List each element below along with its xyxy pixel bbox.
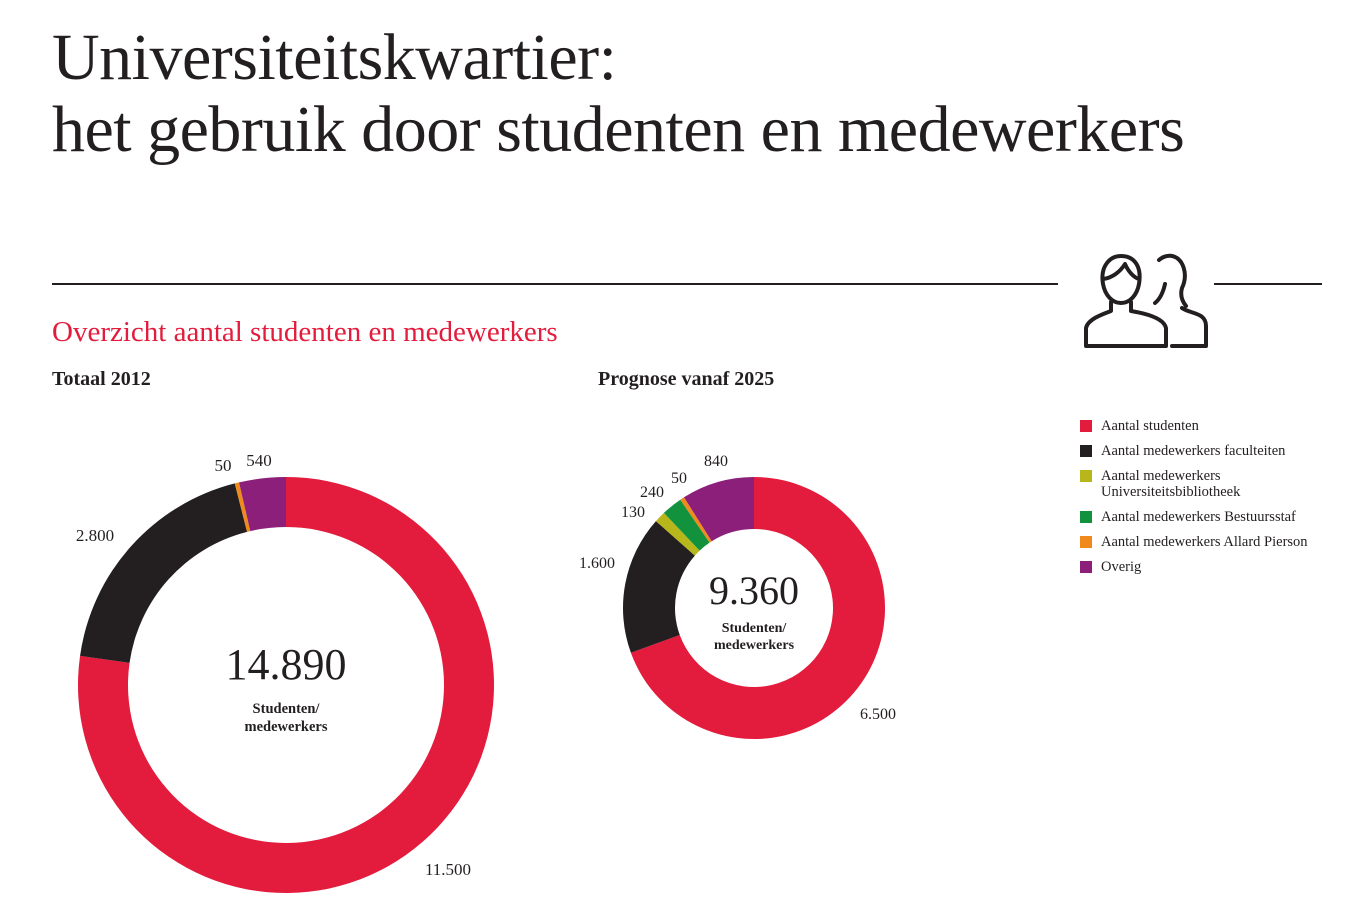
donut-center-label: Studenten/ medewerkers [244,701,328,735]
legend-item [1080,559,1350,575]
slice-value-label: 2.800 [75,526,115,545]
slice-value-label: 11.500 [424,860,472,879]
slice-value-label: 130 [621,504,645,521]
slice-value-label: 50 [671,470,687,487]
legend-item [1080,418,1350,434]
slice-value-label: 840 [704,453,728,470]
slice-value-label: 50 [214,456,232,475]
legend-swatch [1080,470,1092,482]
slice-value-label: 540 [246,451,272,470]
donut-center-value: 14.890 [225,640,347,689]
page-title-line-1: Universiteitskwartier: [52,21,617,94]
legend-swatch [1080,561,1092,573]
legend-label: Aantal medewerkers faculteiten [1101,443,1286,459]
legend-swatch [1080,445,1092,457]
legend-label: Overig [1101,559,1142,575]
legend-swatch [1080,511,1092,523]
page-title-line-2: het gebruik door studenten en medewerkers [52,93,1185,166]
legend-item [1080,534,1350,550]
legend-item [1080,509,1350,525]
legend-label: Aantal medewerkers Allard Pierson [1101,534,1308,550]
donut-slice [80,483,247,662]
legend-item [1080,468,1350,500]
chart-title-2012: Totaal 2012 [52,368,151,390]
chart-section-title: Overzicht aantal studenten en medewerkers [52,316,558,348]
donut-center-label: Studenten/ medewerkers [713,621,795,653]
slice-value-label: 6.500 [860,706,896,723]
legend-swatch [1080,536,1092,548]
legend-label: Aantal studenten [1101,418,1199,434]
legend-label: Aantal medewerkers Universiteitsbibliotheek [1101,468,1241,500]
legend-label: Aantal medewerkers Bestuursstaf [1101,509,1296,525]
slice-value-label: 240 [640,484,664,501]
chart-legend [1080,418,1350,584]
donut-center-value: 9.360 [709,568,799,613]
legend-item [1080,443,1350,459]
legend-swatch [1080,420,1092,432]
chart-title-2025: Prognose vanaf 2025 [598,368,775,390]
slice-value-label: 1.600 [579,555,615,572]
